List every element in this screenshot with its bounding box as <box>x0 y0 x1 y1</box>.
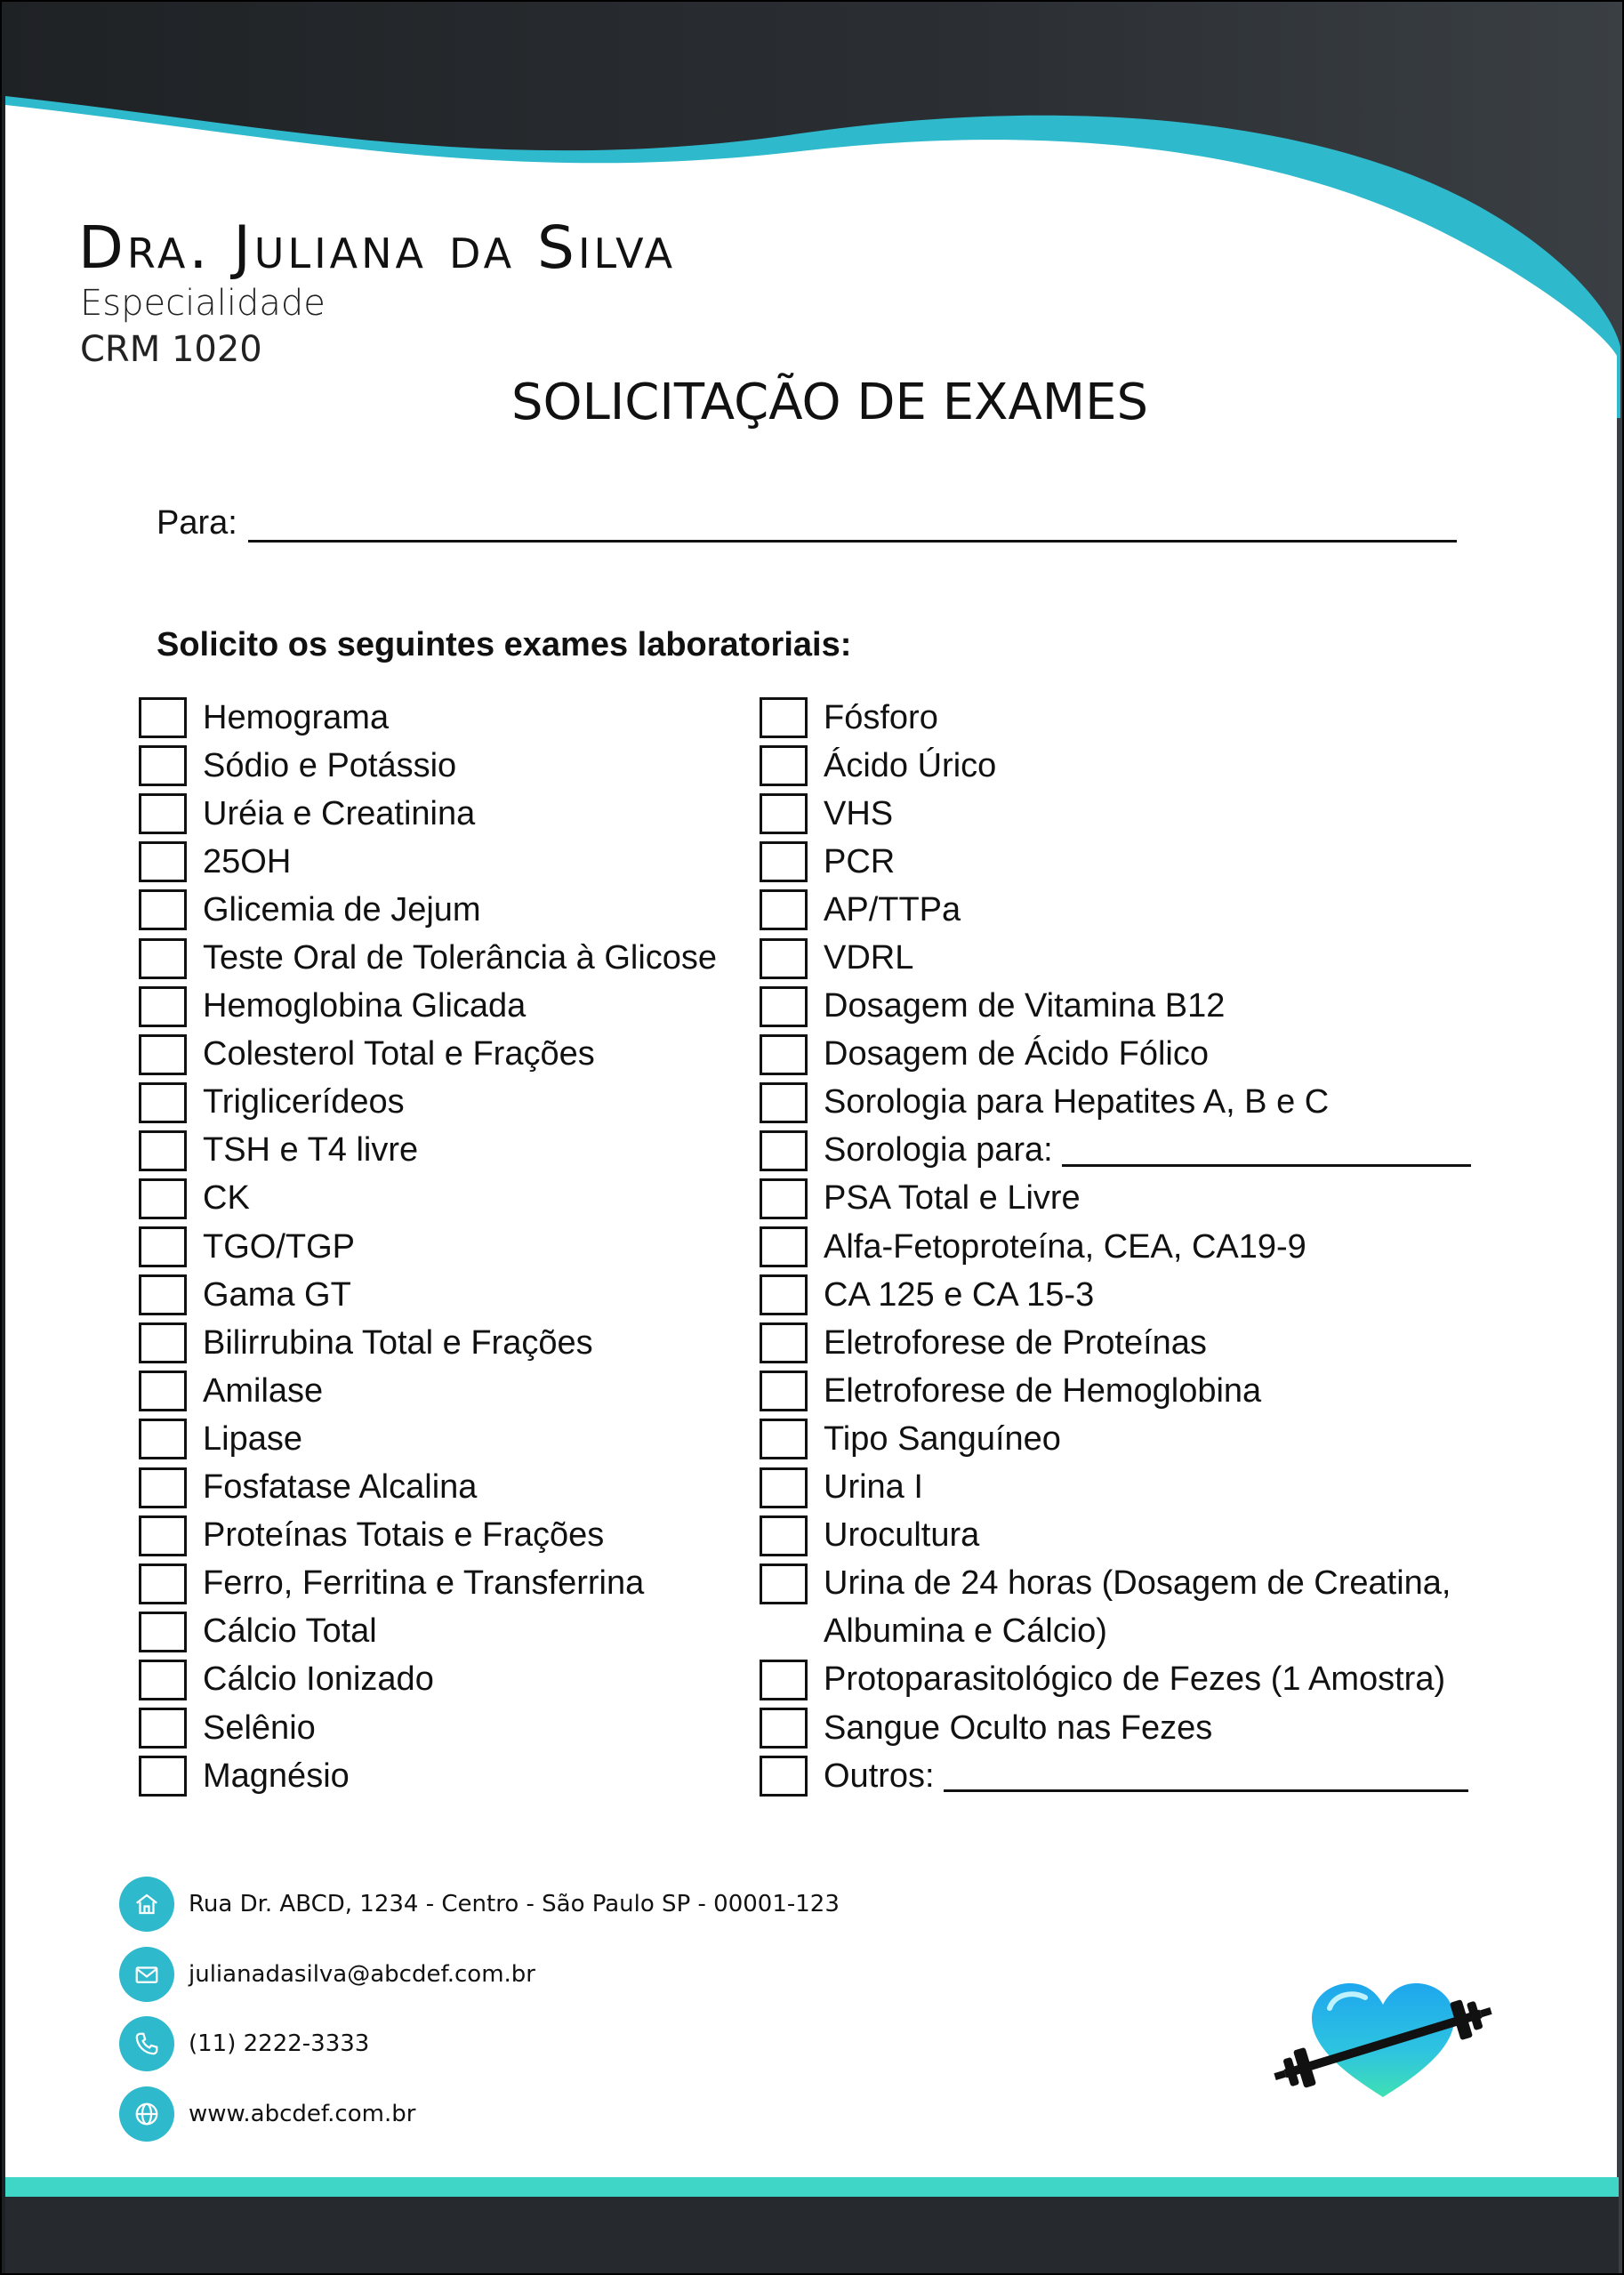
exam-checkbox[interactable] <box>760 1708 808 1748</box>
exam-item-sorologia-para[interactable] <box>760 1127 1498 1175</box>
exam-item-pcr[interactable] <box>760 838 1498 886</box>
exam-checkbox[interactable] <box>139 1660 187 1700</box>
recipient-label: Para: <box>157 504 237 542</box>
exam-item-ca-125-e-ca-15-3[interactable] <box>760 1271 1498 1319</box>
contact-list <box>119 1869 840 2149</box>
exam-label: Magnésio <box>203 1756 350 1795</box>
exam-item-dosagem-de-acido-folico[interactable] <box>760 1031 1498 1079</box>
exam-item-calcio-total[interactable] <box>139 1608 752 1656</box>
exam-label: Sangue Oculto nas Fezes <box>824 1708 1213 1747</box>
exam-item-proteinas-totais-e-fracoes[interactable] <box>139 1512 752 1560</box>
exam-checkbox[interactable] <box>760 1467 808 1508</box>
exam-checkbox[interactable] <box>760 1082 808 1123</box>
exam-item-acido-urico[interactable] <box>760 742 1498 790</box>
exam-item-urina-de-24-horas-dosagem-de-creatina[interactable] <box>760 1560 1498 1608</box>
exam-item-sangue-oculto-nas-fezes[interactable] <box>760 1704 1498 1752</box>
exam-list-left <box>139 694 752 1800</box>
exam-item-urocultura[interactable] <box>760 1512 1498 1560</box>
exam-item-hemoglobina-glicada[interactable] <box>139 983 752 1031</box>
exam-checkbox[interactable] <box>760 986 808 1027</box>
exam-label: Hemoglobina Glicada <box>203 987 527 1025</box>
exam-item-selenio[interactable] <box>139 1704 752 1752</box>
exam-label: Triglicerídeos <box>203 1083 405 1121</box>
contact-email <box>119 1940 840 2010</box>
exam-label: Protoparasitológico de Fezes (1 Amostra) <box>824 1660 1446 1699</box>
recipient-row <box>157 498 1457 543</box>
exam-label: PCR <box>824 842 896 880</box>
exam-checkbox[interactable] <box>139 745 187 786</box>
exam-label: Eletroforese de Proteínas <box>824 1323 1207 1362</box>
exam-checkbox[interactable] <box>139 841 187 882</box>
exam-item-triglicerideos[interactable] <box>139 1079 752 1127</box>
exam-label: Amilase <box>203 1371 324 1410</box>
exam-label: VDRL <box>824 939 914 977</box>
exam-label: Ácido Úrico <box>824 746 997 784</box>
exam-item-glicemia-de-jejum[interactable] <box>139 886 752 934</box>
exam-label: Sorologia para Hepatites A, B e C <box>824 1083 1330 1121</box>
exam-checkbox[interactable] <box>139 1467 187 1508</box>
envelope-icon <box>119 1947 174 2002</box>
exam-checkbox[interactable] <box>139 1419 187 1459</box>
fill-in-line[interactable] <box>944 1760 1468 1792</box>
exam-item-magnesio[interactable] <box>139 1752 752 1800</box>
exam-item-fosforo[interactable] <box>760 694 1498 742</box>
exam-label: Glicemia de Jejum <box>203 890 481 928</box>
exam-label: Dosagem de Ácido Fólico <box>824 1035 1209 1073</box>
exam-label: CA 125 e CA 15-3 <box>824 1275 1095 1314</box>
email-text[interactable]: julianadasilva@abcdef.com.br <box>189 1960 535 1988</box>
exam-item-outros[interactable] <box>760 1752 1498 1800</box>
exam-item-bilirrubina-total-e-fracoes[interactable] <box>139 1319 752 1367</box>
exam-checkbox[interactable] <box>760 1226 808 1267</box>
exam-item-teste-oral-de-tolerancia-a-glicose[interactable] <box>139 934 752 982</box>
exam-item-tsh-e-t4-livre[interactable] <box>139 1127 752 1175</box>
home-icon <box>119 1877 174 1932</box>
exam-checkbox[interactable] <box>139 1612 187 1652</box>
contact-address <box>119 1869 840 1940</box>
exam-checkbox[interactable] <box>139 1130 187 1171</box>
exam-item-protoparasitologico-de-fezes-1-amostra[interactable] <box>760 1656 1498 1704</box>
exam-checkbox[interactable] <box>139 1708 187 1748</box>
exam-label: AP/TTPa <box>824 890 961 928</box>
exam-checkbox[interactable] <box>139 986 187 1027</box>
exam-label: Sorologia para: <box>824 1131 1053 1170</box>
exam-checkbox[interactable] <box>139 1034 187 1075</box>
exam-label: Urocultura <box>824 1516 980 1555</box>
exam-item-lipase[interactable] <box>139 1415 752 1463</box>
globe-icon <box>119 2086 174 2142</box>
exam-checkbox[interactable] <box>139 697 187 738</box>
exam-item-vhs[interactable] <box>760 790 1498 838</box>
exam-item-ap-ttpa[interactable] <box>760 886 1498 934</box>
exam-item-amilase[interactable] <box>139 1367 752 1415</box>
exam-label: Urina de 24 horas (Dosagem de Creatina, <box>824 1564 1451 1603</box>
exam-checkbox[interactable] <box>760 745 808 786</box>
exam-label: CK <box>203 1179 250 1218</box>
website-text[interactable]: www.abcdef.com.br <box>189 2100 416 2127</box>
exam-label: Fósforo <box>824 698 938 736</box>
exam-checkbox[interactable] <box>760 1660 808 1700</box>
exam-label: Fosfatase Alcalina <box>203 1468 478 1507</box>
exam-item-tipo-sanguineo[interactable] <box>760 1415 1498 1463</box>
exam-checkbox[interactable] <box>760 1322 808 1363</box>
exam-label: VHS <box>824 794 894 832</box>
exam-item-tgo-tgp[interactable] <box>139 1223 752 1271</box>
exam-label: Albumina e Cálcio) <box>824 1612 1107 1651</box>
specialty: Especialidade <box>80 283 326 324</box>
exam-label: 25OH <box>203 842 292 880</box>
exam-item-hemograma[interactable] <box>139 694 752 742</box>
exam-label: Proteínas Totais e Frações <box>203 1516 605 1555</box>
exam-item-fosfatase-alcalina[interactable] <box>139 1464 752 1512</box>
doctor-name: Dra. Juliana da Silva <box>78 213 677 282</box>
exam-item-albumina-e-calcio[interactable] <box>760 1608 1498 1656</box>
exam-checkbox[interactable] <box>139 1322 187 1363</box>
exam-label: Selênio <box>203 1708 316 1747</box>
exam-checkbox[interactable] <box>760 1371 808 1411</box>
exam-checkbox[interactable] <box>760 1130 808 1171</box>
exam-label: Sódio e Potássio <box>203 746 457 784</box>
exam-checkbox[interactable] <box>139 1082 187 1123</box>
contact-phone <box>119 2009 840 2079</box>
exam-label: Tipo Sanguíneo <box>824 1419 1061 1458</box>
phone-icon <box>119 2016 174 2071</box>
exam-item-gama-gt[interactable] <box>139 1271 752 1319</box>
exam-checkbox[interactable] <box>139 938 187 979</box>
exam-item-calcio-ionizado[interactable] <box>139 1656 752 1704</box>
exam-label: Colesterol Total e Frações <box>203 1035 595 1073</box>
exam-label: Dosagem de Vitamina B12 <box>824 987 1226 1025</box>
exam-checkbox[interactable] <box>760 793 808 834</box>
exam-checkbox[interactable] <box>760 1034 808 1075</box>
exam-label: Urina I <box>824 1468 923 1507</box>
exam-label: PSA Total e Livre <box>824 1179 1081 1218</box>
exam-label: Cálcio Total <box>203 1612 377 1651</box>
exam-checkbox[interactable] <box>139 1274 187 1315</box>
phone-text[interactable]: (11) 2222-3333 <box>189 2030 370 2058</box>
crm-number: CRM 1020 <box>80 329 262 370</box>
exam-item-dosagem-de-vitamina-b12[interactable] <box>760 983 1498 1031</box>
exam-checkbox[interactable] <box>139 1178 187 1219</box>
exam-checkbox[interactable] <box>139 1515 187 1556</box>
exam-label: Gama GT <box>203 1275 351 1314</box>
exam-label: Eletroforese de Hemoglobina <box>824 1371 1262 1410</box>
contact-website <box>119 2079 840 2150</box>
exam-item-urina-i[interactable] <box>760 1464 1498 1512</box>
exam-item-ck[interactable] <box>139 1175 752 1223</box>
exam-list-right <box>760 694 1498 1800</box>
exam-label: Lipase <box>203 1419 302 1458</box>
exam-item-psa-total-e-livre[interactable] <box>760 1175 1498 1223</box>
exam-checkbox[interactable] <box>760 1564 808 1604</box>
exam-item-alfa-fetoproteina-cea-ca19-9[interactable] <box>760 1223 1498 1271</box>
exam-checkbox[interactable] <box>760 1178 808 1219</box>
exam-checkbox[interactable] <box>760 889 808 930</box>
exam-label: Hemograma <box>203 698 390 736</box>
exam-item-sodio-e-potassio[interactable] <box>139 742 752 790</box>
exam-label: TGO/TGP <box>203 1227 355 1266</box>
exam-checkbox[interactable] <box>760 938 808 979</box>
exam-label: Uréia e Creatinina <box>203 794 476 832</box>
exam-item-vdrl[interactable] <box>760 934 1498 982</box>
exam-item-25oh[interactable] <box>139 838 752 886</box>
exam-checkbox[interactable] <box>139 793 187 834</box>
intro-text: Solicito os seguintes exames laboratoriais: <box>157 626 852 663</box>
exam-label: Teste Oral de Tolerância à Glicose <box>203 939 718 977</box>
form-title: SOLICITAÇÃO DE EXAMES <box>511 374 1149 431</box>
exam-item-sorologia-para-hepatites-a-b-e-c[interactable] <box>760 1079 1498 1127</box>
fill-in-line[interactable] <box>1062 1135 1471 1167</box>
exam-label: Cálcio Ionizado <box>203 1660 434 1699</box>
exam-checkbox[interactable] <box>760 841 808 882</box>
address-text: Rua Dr. ABCD, 1234 - Centro - São Paulo SP - 00001-123 <box>189 1891 840 1918</box>
exam-item-ureia-e-creatinina[interactable] <box>139 790 752 838</box>
exam-checkbox[interactable] <box>760 1756 808 1797</box>
exam-checkbox[interactable] <box>760 1419 808 1459</box>
exam-item-colesterol-total-e-fracoes[interactable] <box>139 1031 752 1079</box>
heart-dumbbell-logo <box>1263 1973 1503 2106</box>
recipient-field[interactable] <box>248 507 1457 543</box>
exam-checkbox[interactable] <box>760 1274 808 1315</box>
exam-label: Outros: <box>824 1756 935 1795</box>
exam-label: Bilirrubina Total e Frações <box>203 1323 593 1362</box>
exam-checkbox[interactable] <box>139 1756 187 1797</box>
exam-label: Ferro, Ferritina e Transferrina <box>203 1564 645 1603</box>
exam-label: TSH e T4 livre <box>203 1131 419 1170</box>
exam-item-ferro-ferritina-e-transferrina[interactable] <box>139 1560 752 1608</box>
exam-label: Alfa-Fetoproteína, CEA, CA19-9 <box>824 1227 1306 1266</box>
exam-checkbox[interactable] <box>139 1564 187 1604</box>
exam-item-eletroforese-de-hemoglobina[interactable] <box>760 1367 1498 1415</box>
exam-checkbox[interactable] <box>139 1371 187 1411</box>
exam-checkbox[interactable] <box>760 1515 808 1556</box>
exam-checkbox[interactable] <box>139 889 187 930</box>
exam-checkbox[interactable] <box>139 1226 187 1267</box>
exam-checkbox[interactable] <box>760 697 808 738</box>
exam-item-eletroforese-de-proteinas[interactable] <box>760 1319 1498 1367</box>
